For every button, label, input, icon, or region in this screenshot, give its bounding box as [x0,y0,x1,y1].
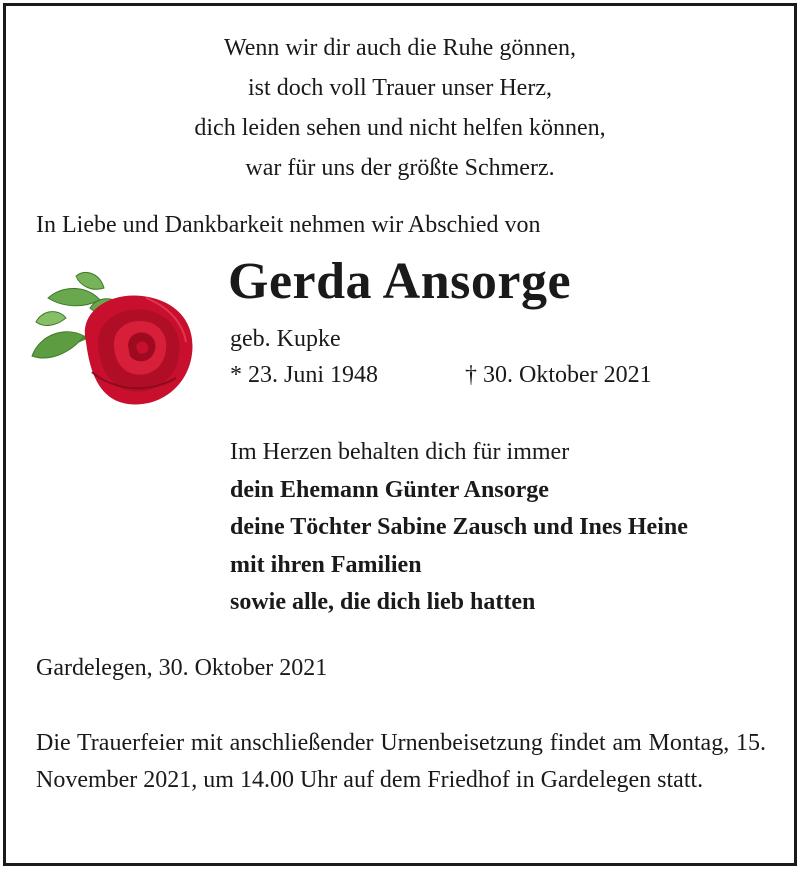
place-and-date: Gardelegen, 30. Oktober 2021 [36,655,328,681]
birth-name: geb. Kupke [230,326,341,352]
mourner-line: dein Ehemann Günter Ansorge [230,476,549,503]
deceased-name: Gerda Ansorge [228,253,572,310]
poem-line: Wenn wir dir auch die Ruhe gönnen, [224,35,576,61]
mourners-intro: Im Herzen behalten dich für immer [230,439,570,465]
birth-date: * 23. Juni 1948 [230,362,379,388]
mourner-line: sowie alle, die dich lieb hatten [230,589,536,615]
farewell-intro: In Liebe und Dankbarkeit nehmen wir Abschied von [36,212,541,238]
red-rose-icon [26,262,216,412]
poem-line: ist doch voll Trauer unser Herz, [248,75,552,101]
mourner-line: mit ihren Familien [230,551,422,578]
funeral-notice: Die Trauerfeier mit anschließender Urnenbeisetzung findet am Montag, 15. November 2021, um 14.00 Uhr auf dem Friedhof in Gardelegen statt. [36,730,766,793]
poem [0,28,800,188]
death-date: † 30. Oktober 2021 [465,362,652,388]
poem-line: war für uns der größte Schmerz. [245,155,555,181]
mourner-line: deine Töchter Sabine Zausch und Ines Heine [230,514,688,540]
poem-line: dich leiden sehen und nicht helfen können, [194,115,606,141]
mourners-block [230,434,688,622]
